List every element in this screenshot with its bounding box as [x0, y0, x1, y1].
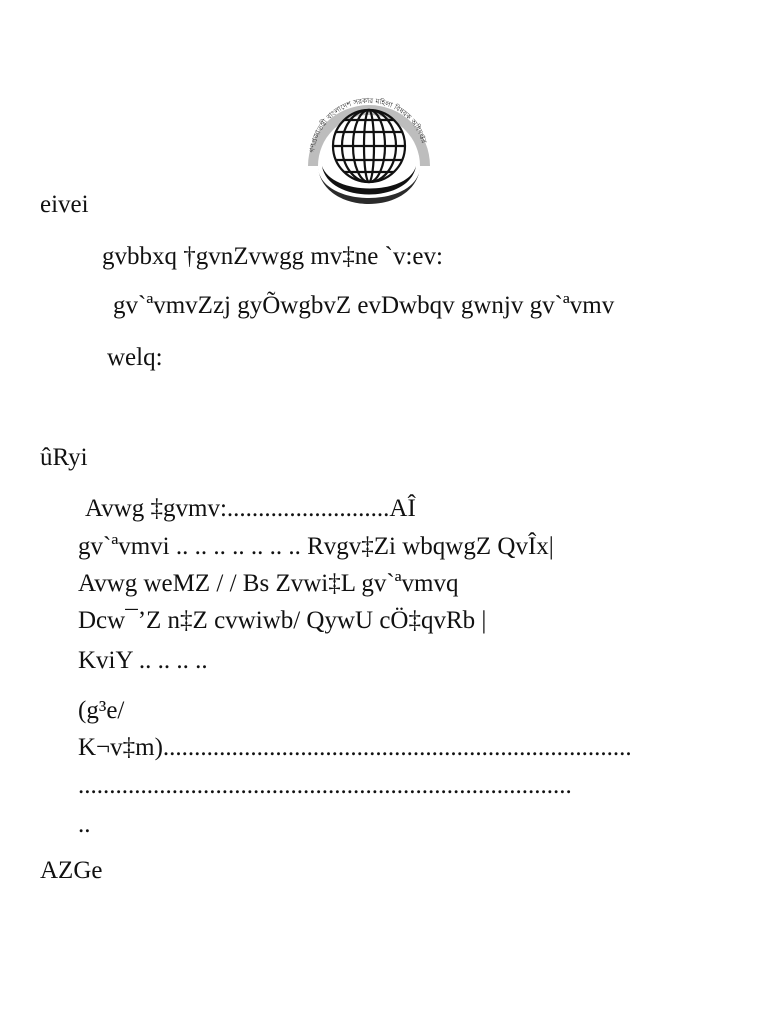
body-line: Avwg ‡gvmv:..........................AÎ: [85, 495, 416, 522]
body-line: KviY .. .. .. ..: [78, 647, 208, 674]
globe-seal-icon: [333, 110, 405, 182]
greeting: ûRyi: [40, 444, 88, 471]
institution-seal-logo: [300, 96, 438, 220]
reason-line: ..: [78, 811, 91, 838]
recipient-title: gvbbxq †gvnZvwgg mv‡ne `v:ev:: [102, 243, 443, 270]
closing: AZGe: [40, 857, 103, 884]
reason-line: K¬v‡m)...........................................................................: [78, 734, 632, 761]
body-line: Dcw¯’Z n‡Z cvwiwb/ QywU cÖ‡qvRb |: [78, 607, 487, 634]
salutation: eivei: [40, 191, 89, 218]
recipient-location: welq:: [107, 344, 163, 371]
seal-ring-text: গণপ্রজাতন্ত্রী বাংলাদেশ সরকার মহিলা বিষয়ক অধিদপ্তর: [308, 96, 428, 154]
body-line: Avwg weMZ / / Bs Zvwi‡L gv`ªvmvq: [78, 570, 459, 597]
body-line: gv`ªvmvi .. .. .. .. .. .. .. Rvgv‡Zi wbqwgZ QvÎx|: [78, 533, 554, 560]
reason-line: (g³e/: [78, 697, 125, 724]
reason-line: ...............................................................................: [78, 772, 572, 799]
recipient-office: gv`ªvmvZzj gyÕwgbvZ evDwbqv gwnjv gv`ªvmv: [113, 292, 615, 319]
